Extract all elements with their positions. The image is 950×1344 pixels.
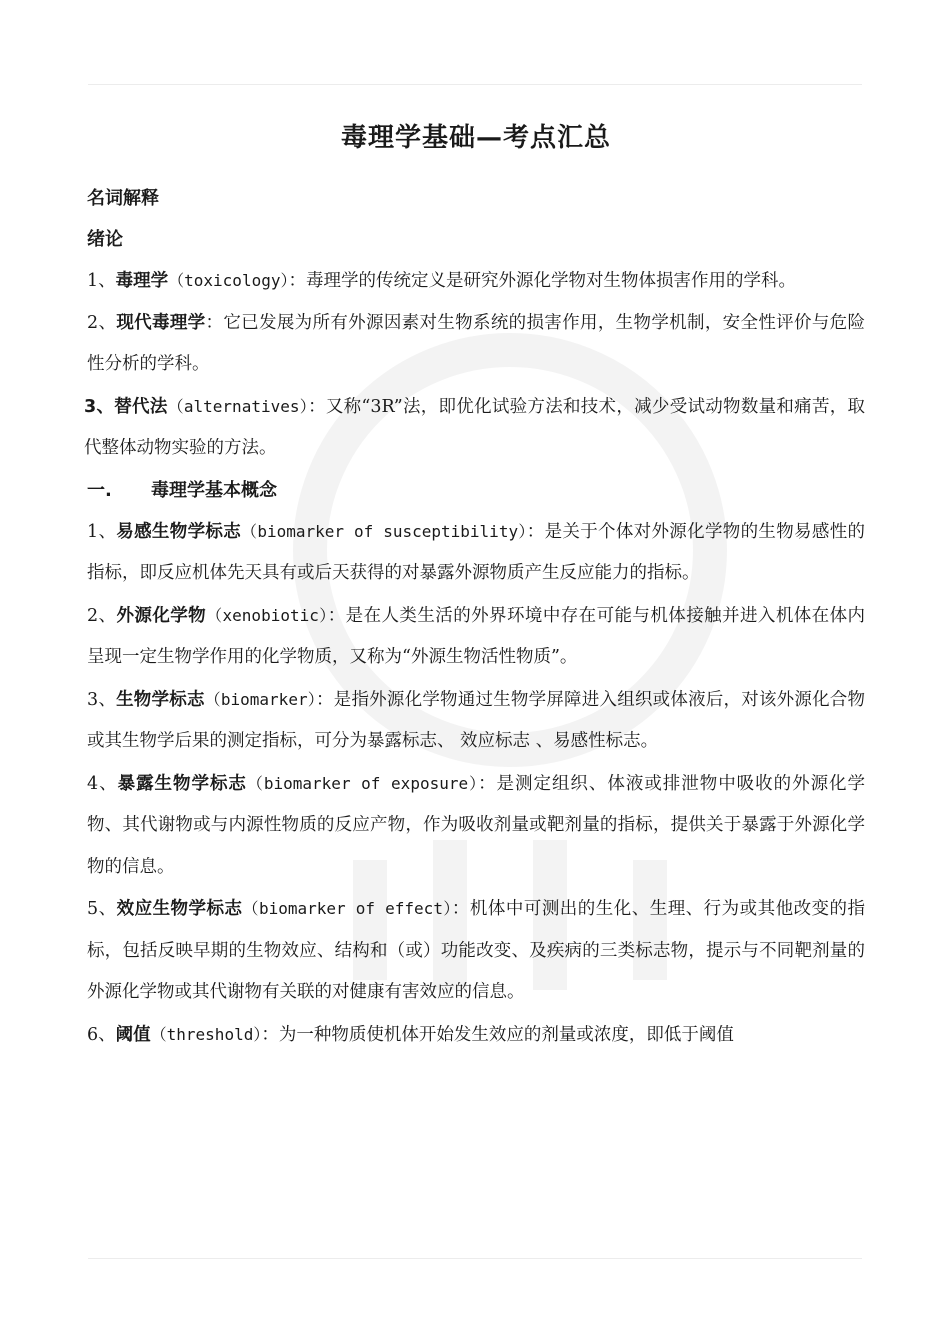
list-item: 3、替代法（alternatives）：又称“3R”法，即优化试验方法和技术，减少受试动物数量和痛苦，取代整体动物实验的方法。 [84,396,866,458]
document-page [84,118,866,1056]
document-title: 毒理学基础—考点汇总 [340,123,611,153]
section-heading: 一. 毒理学基本概念 [87,479,277,501]
list-item: 5、效应生物学标志（biomarker of effect）：机体中可测出的生化、生理、行为或其他改变的指标，包括反映早期的生物效应、结构和（或）功能改变、及疾病的三类标志物，提示与不同靶剂量的外源化学物或其代谢物有关联的对健康有害效应的信息。 [87,899,866,1002]
header-rule [88,84,862,85]
term: 外源化学物 [116,605,207,626]
term: 生物学标志 [116,689,205,710]
list-item: 2、现代毒理学：它已发展为所有外源因素对生物系统的损害作用，生物学机制，安全性评价与危险性分析的学科。 [87,312,866,374]
heading-main: 名词解释 [87,188,159,209]
term: 易感生物学标志 [116,521,242,542]
term: 阈值 [115,1024,151,1045]
term: 效应生物学标志 [116,899,243,919]
term: 替代法 [114,396,168,417]
list-item: 6、阈值（threshold）：为一种物质使机体开始发生效应的剂量或浓度，即低于阈值 [87,1024,734,1045]
term: 毒理学 [115,271,169,291]
list-item: 2、外源化学物（xenobiotic）：是在人类生活的外界环境中存在可能与机体接触并进入机体在体内呈现一定生物学作用的化学物质，又称为“外源生物活性物质”。 [87,605,866,667]
list-item: 4、暴露生物学标志（biomarker of exposure）：是测定组织、体液或排泄物中吸收的外源化学物、其代谢物或与内源性物质的反应产物，作为吸收剂量或靶剂量的指标，提供关于暴露于外源化学物的信息。 [87,773,866,877]
footer-rule [88,1258,862,1259]
term: 现代毒理学 [116,312,206,333]
list-item: 3、生物学标志（biomarker）：是指外源化学物通过生物学屏障进入组织或体液后，对该外源化合物或其生物学后果的测定指标，可分为暴露标志、 效应标志 、易感性标志。 [87,689,866,751]
term: 暴露生物学标志 [117,773,247,794]
heading-intro: 绪论 [87,229,123,250]
list-item: 1、毒理学（toxicology）：毒理学的传统定义是研究外源化学物对生物体损害作用的学科。 [87,271,796,291]
list-item: 1、易感生物学标志（biomarker of susceptibility）：是关于个体对外源化学物的生物易感性的指标，即反应机体先天具有或后天获得的对暴露外源物质产生反应能力的指标。 [87,521,866,583]
